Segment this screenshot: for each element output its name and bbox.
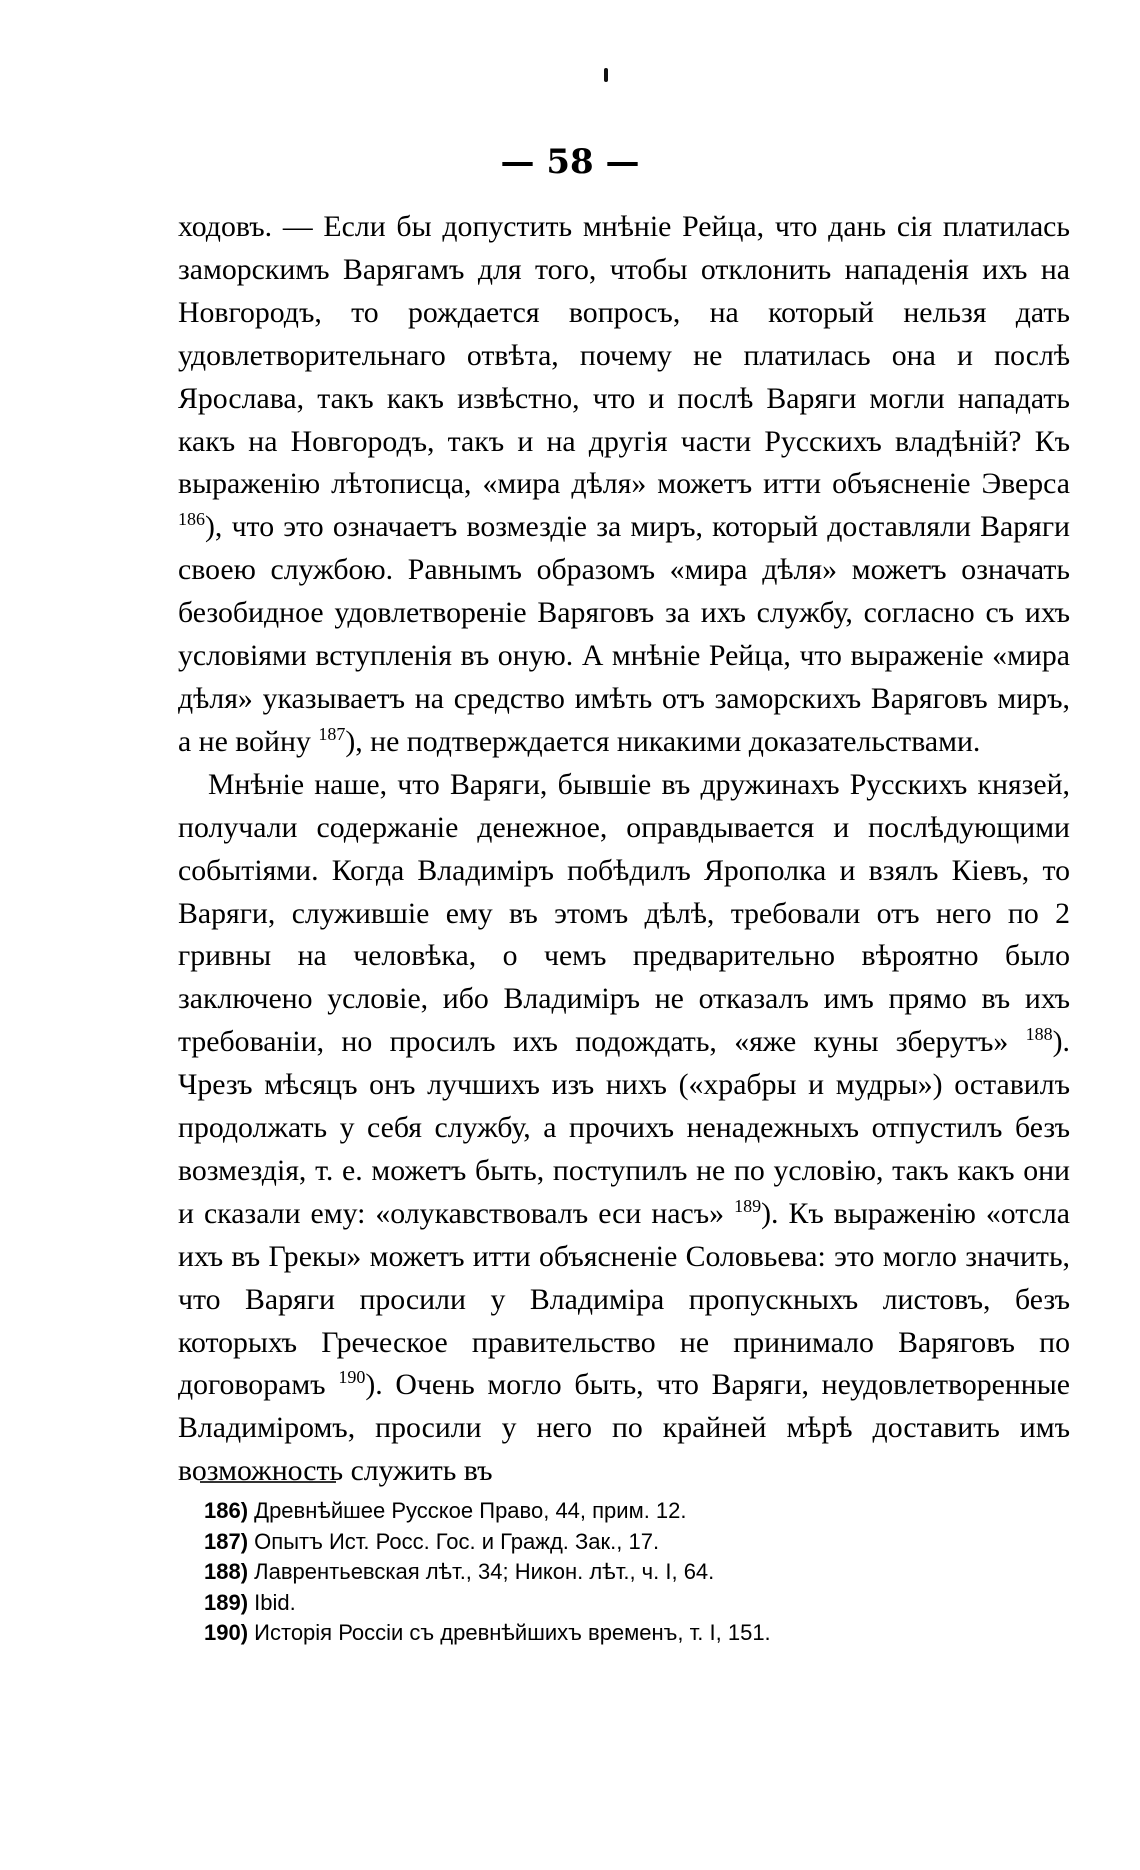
footnote-text: Исторія Россіи съ древнѣйшихъ временъ, т. I, 151. bbox=[254, 1620, 771, 1645]
footnote-186 bbox=[204, 1496, 984, 1527]
footnote-mark: 186) bbox=[204, 1498, 249, 1523]
footnote-ref-188: 188 bbox=[1025, 1024, 1053, 1045]
footnote-190 bbox=[204, 1618, 984, 1649]
footnote-mark: 190) bbox=[204, 1620, 249, 1645]
paragraph-1 bbox=[178, 206, 1070, 764]
paragraph-2-text-d: ). Очень могло быть, что Варяги, неудовлетворенные Владиміромъ, просили у него по крайней мѣрѣ доставить имъ возможность служить въ bbox=[178, 1368, 1070, 1488]
footnote-ref-187: 187 bbox=[318, 723, 346, 744]
paragraph-2-text-c: ). Къ выраженію «отсла ихъ въ Грекы» можетъ итти объясненіе Соловьева: это могло значить, что Варяги просили у Владиміра пропускныхъ листовъ, безъ которыхъ Греческое правительство не принимало Варяговъ по договорамъ bbox=[178, 1196, 1070, 1402]
footnote-text: Древнѣйшее Русское Право, 44, прим. 12. bbox=[254, 1498, 687, 1523]
footnotes bbox=[204, 1496, 984, 1649]
top-mark bbox=[604, 68, 608, 82]
page-number: — 58 — bbox=[500, 142, 640, 182]
paragraph-1-text-b: ), что это означаетъ возмездіе за миръ, который доставляли Варяги своею службою. Равнымъ образомъ «мира дѣля» можетъ означать безобидное удовлетвореніе Варяговъ за ихъ службу, согласно съ ихъ условіями вступленія въ оную. А мнѣніе Рейца, что выраженіе «мира дѣля» указываетъ на средство имѣть отъ заморскихъ Варяговъ миръ, а не войну bbox=[178, 510, 1070, 758]
footnote-187 bbox=[204, 1527, 984, 1558]
footnote-mark: 189) bbox=[204, 1589, 249, 1615]
footnote-text: Опытъ Ист. Росс. Гос. и Гражд. Зак., 17. bbox=[254, 1528, 660, 1554]
footnote-ref-189: 189 bbox=[734, 1195, 762, 1216]
footnote-mark: 188) bbox=[204, 1559, 249, 1584]
paragraph-1-text-c: ), не подтверждается никакими доказательствами. bbox=[345, 724, 981, 758]
paragraph-2-text-a: Мнѣніе наше, что Варяги, бывшіе въ дружинахъ Русскихъ князей, получали содержаніе денежное, оправдывается и послѣдующими событіями. Когда Владиміръ побѣдилъ Ярополка и взялъ Кіевъ, то Варяги, служившіе ему въ этомъ дѣлѣ, требовали отъ него по 2 гривны на человѣка, о чемъ предварительно вѣроятно было заключено условіе, ибо Владиміръ не отказалъ имъ прямо въ ихъ требованіи, но просилъ ихъ подождать, «яже куны зберутъ» bbox=[178, 767, 1070, 1059]
footnote-mark: 187) bbox=[204, 1528, 249, 1554]
footnote-188 bbox=[204, 1557, 984, 1588]
footnote-text: Ibid. bbox=[254, 1589, 296, 1615]
paragraph-1-text-a: ходовъ. — Если бы допустить мнѣніе Рейца, что дань сія платилась заморскимъ Варягамъ для того, чтобы отклонить нападенія ихъ на Новгородъ, то рождается вопросъ, на который нельзя дать удовлетворительнаго отвѣта, почему не платилась она и послѣ Ярослава, такъ какъ извѣстно, что и послѣ Варяги могли нападать какъ на Новгородъ, такъ и на другія части Русскихъ владѣній? Къ выраженію лѣтописца, «мира дѣля» можетъ итти объясненіе Эверса bbox=[178, 210, 1070, 501]
body-text bbox=[178, 206, 1070, 1493]
paragraph-2-text-b: ). Чрезъ мѣсяцъ онъ лучшихъ изъ нихъ («храбры и мудры») оставилъ продолжать у себя службу, а прочихъ ненадежныхъ отпустилъ безъ возмездія, т. е. можетъ быть, поступилъ не по условію, такъ какъ они и сказали ему: «олукавствовалъ еси насъ» bbox=[178, 1025, 1070, 1230]
footnote-189 bbox=[204, 1588, 984, 1619]
footnote-text: Лаврентьевская лѣт., 34; Никон. лѣт., ч. I, 64. bbox=[254, 1559, 715, 1584]
footnote-ref-190: 190 bbox=[338, 1367, 366, 1388]
footnote-separator bbox=[200, 1481, 336, 1483]
paragraph-2 bbox=[178, 764, 1070, 1493]
footnote-ref-186: 186 bbox=[178, 509, 205, 530]
